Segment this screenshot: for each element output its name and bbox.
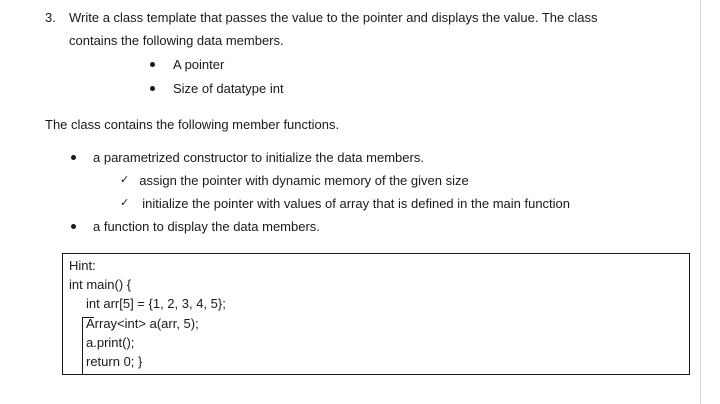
member-functions-intro: The class contains the following member functions. (45, 117, 340, 132)
data-member-item (150, 57, 224, 72)
page-edge-line (700, 0, 701, 404)
bullet-icon (71, 155, 76, 160)
hint-code-line: return 0; } (86, 354, 143, 369)
data-member-item (150, 81, 284, 96)
question-number: 3. (45, 10, 56, 25)
code-block-left-border (82, 317, 83, 375)
hint-code-line: int arr[5] = {1, 2, 3, 4, 5}; (86, 296, 226, 311)
constructor-step-label: initialize the pointer with values of array that is defined in the main function (142, 196, 571, 211)
member-function-label: a function to display the data members. (93, 219, 320, 234)
constructor-step-item (120, 196, 570, 211)
data-member-label: Size of datatype int (173, 81, 284, 96)
data-member-label: A pointer (173, 57, 225, 72)
member-function-item (71, 219, 320, 234)
constructor-step-label: assign the pointer with dynamic memory of the given size (139, 173, 469, 188)
hint-code-line: a.print(); (86, 335, 135, 350)
hint-code-line: Array<int> a(arr, 5); (86, 316, 199, 331)
question-text-line-1: Write a class template that passes the value to the pointer and displays the value. The class (69, 10, 598, 25)
checkmark-icon: ✓ (120, 197, 130, 209)
hint-title: Hint: (69, 258, 96, 273)
checkmark-icon: ✓ (120, 174, 130, 186)
constructor-step-item (120, 173, 469, 188)
question-text-line-2: contains the following data members. (69, 33, 284, 48)
bullet-icon (150, 62, 155, 67)
bullet-icon (150, 86, 155, 91)
hint-box (62, 253, 690, 375)
bullet-icon (71, 224, 76, 229)
member-function-label: a parametrized constructor to initialize the data members. (93, 150, 424, 165)
hint-main-signature: int main() { (69, 277, 132, 292)
member-function-item (71, 150, 424, 165)
